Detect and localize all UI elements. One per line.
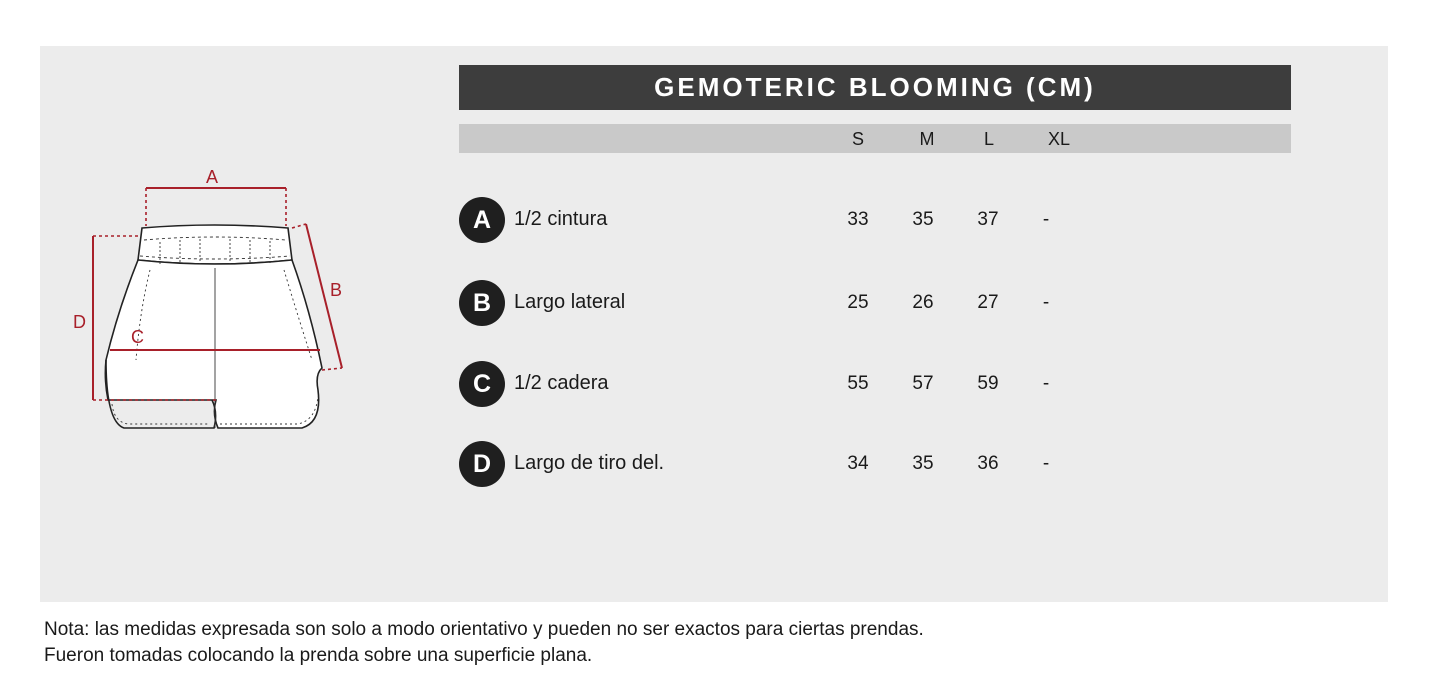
value-xl: - (1042, 453, 1050, 474)
row-letter-badge: A (459, 197, 505, 243)
measure-row-a (459, 197, 1159, 243)
value-l: 27 (977, 292, 999, 313)
value-xl: - (1042, 292, 1050, 313)
diagram-label-b: B (330, 280, 343, 300)
value-s: 25 (847, 292, 869, 313)
size-header-s: S (851, 129, 864, 149)
value-l: 36 (977, 453, 999, 474)
value-l: 37 (977, 209, 999, 230)
measure-row-b (459, 280, 1159, 326)
size-header-l: L (983, 129, 994, 149)
value-m: 57 (912, 373, 934, 394)
row-label: Largo lateral (514, 291, 626, 313)
value-s: 55 (847, 373, 869, 394)
value-m: 26 (912, 292, 934, 313)
value-xl: - (1042, 373, 1050, 394)
value-m: 35 (912, 209, 934, 230)
size-header-m: M (919, 129, 935, 149)
note-line-1: Nota: las medidas expresada son solo a modo orientativo y pueden no ser exactos para ciertas prendas. (44, 619, 924, 640)
row-letter-badge: B (459, 280, 505, 326)
shorts-measurement-diagram (60, 160, 360, 450)
size-table-title: GEMOTERIC BLOOMING (CM) (459, 65, 1291, 110)
value-s: 34 (847, 453, 869, 474)
value-xl: - (1042, 209, 1050, 230)
value-l: 59 (977, 373, 999, 394)
measure-row-d (459, 441, 1159, 487)
value-s: 33 (847, 209, 869, 230)
row-letter-badge: D (459, 441, 505, 487)
row-label: Largo de tiro del. (514, 452, 665, 474)
measure-row-c (459, 361, 1159, 407)
row-label: 1/2 cadera (514, 372, 609, 394)
row-letter-badge: C (459, 361, 505, 407)
diagram-label-a: A (206, 167, 219, 187)
row-label: 1/2 cintura (514, 208, 608, 230)
note-line-2: Fueron tomadas colocando la prenda sobre una superficie plana. (44, 645, 593, 666)
value-m: 35 (912, 453, 934, 474)
diagram-label-d: D (73, 312, 86, 332)
measurement-note (44, 617, 924, 669)
diagram-label-c: C (131, 327, 144, 347)
size-header-xl: XL (1047, 129, 1071, 149)
